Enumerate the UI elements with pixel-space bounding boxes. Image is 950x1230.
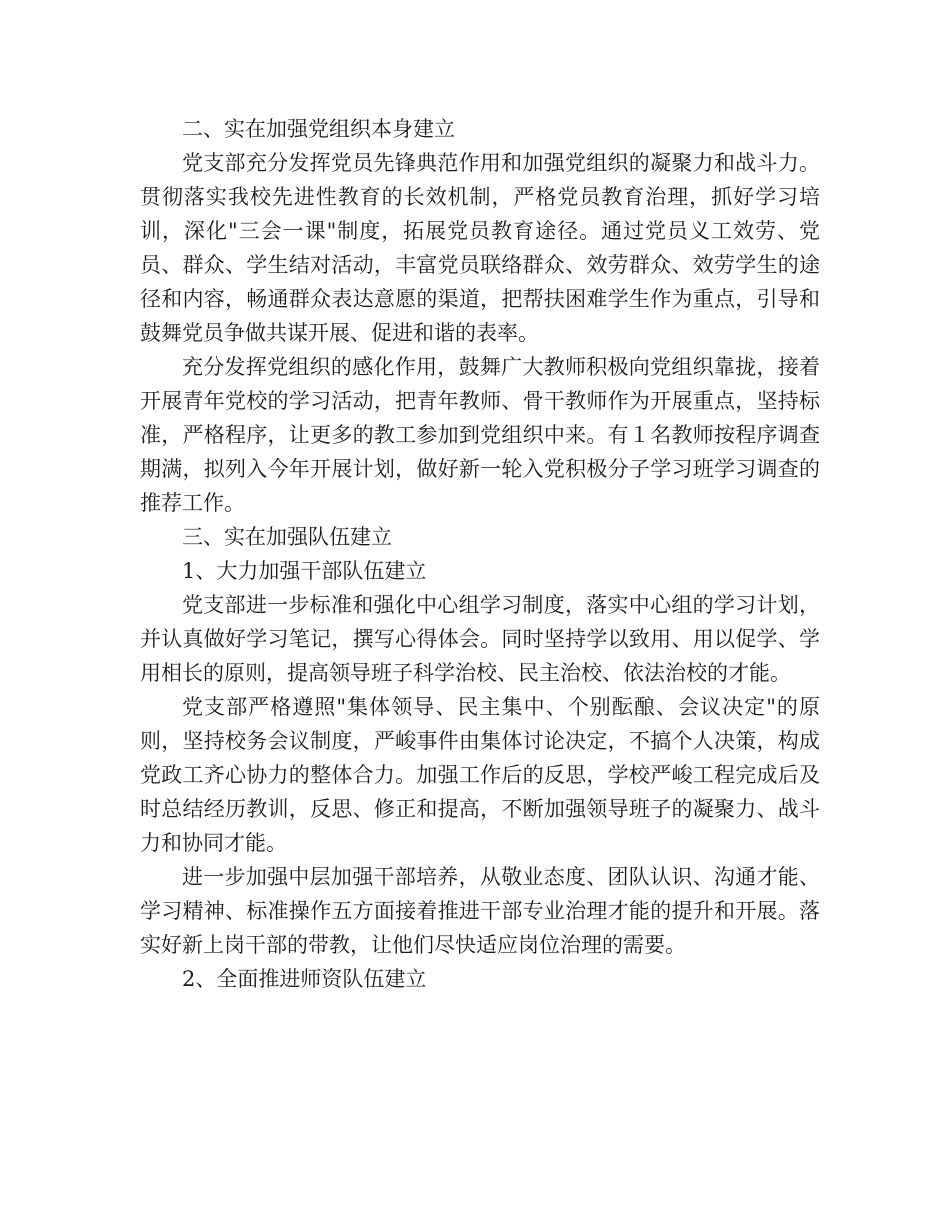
subsection-heading-2: 2、全面推进师资队伍建立 [182, 967, 427, 991]
section-heading-2: 二、实在加强党组织本身建立 [182, 117, 455, 141]
paragraph: 进一步加强中层加强干部培养，从敬业态度、团队认识、沟通才能、学习精神、标准操作五方面接着推进干部专业治理才能的提升和开展。落实好新上岗干部的带教，让他们尽快适应岗位治理的需要。 [140, 865, 820, 957]
paragraph: 党支部进一步标准和强化中心组学习制度，落实中心组的学习计划，并认真做好学习笔记，撰写心得体会。同时坚持学以致用、用以促学、学用相长的原则，提高领导班子科学治校、民主治校、依法治校的才能。 [140, 593, 820, 685]
paragraph: 党支部严格遵照"集体领导、民主集中、个别酝酿、会议决定"的原则，坚持校务会议制度，严峻事件由集体讨论决定，不搞个人决策，构成党政工齐心协力的整体合力。加强工作后的反思，学校严峻工程完成后及时总结经历教训，反思、修正和提高，不断加强领导班子的凝聚力、战斗力和协同才能。 [140, 695, 820, 855]
paragraph: 党支部充分发挥党员先锋典范作用和加强党组织的凝聚力和战斗力。贯彻落实我校先进性教育的长效机制，严格党员教育治理，抓好学习培训，深化"三会一课"制度，拓展党员教育途径。通过党员义工效劳、党员、群众、学生结对活动，丰富党员联络群众、效劳群众、效劳学生的途径和内容，畅通群众表达意愿的渠道，把帮扶困难学生作为重点，引导和鼓舞党员争做共谋开展、促进和谐的表率。 [140, 151, 820, 345]
subsection-heading-1: 1、大力加强干部队伍建立 [182, 559, 427, 583]
document-body [140, 112, 820, 996]
paragraph: 充分发挥党组织的感化作用，鼓舞广大教师积极向党组织靠拢，接着开展青年党校的学习活动，把青年教师、骨干教师作为开展重点，坚持标准，严格程序，让更多的教工参加到党组织中来。有１名教师按程序调查期满，拟列入今年开展计划，做好新一轮入党积极分子学习班学习调查的推荐工作。 [140, 355, 820, 515]
section-heading-3: 三、实在加强队伍建立 [182, 525, 392, 549]
